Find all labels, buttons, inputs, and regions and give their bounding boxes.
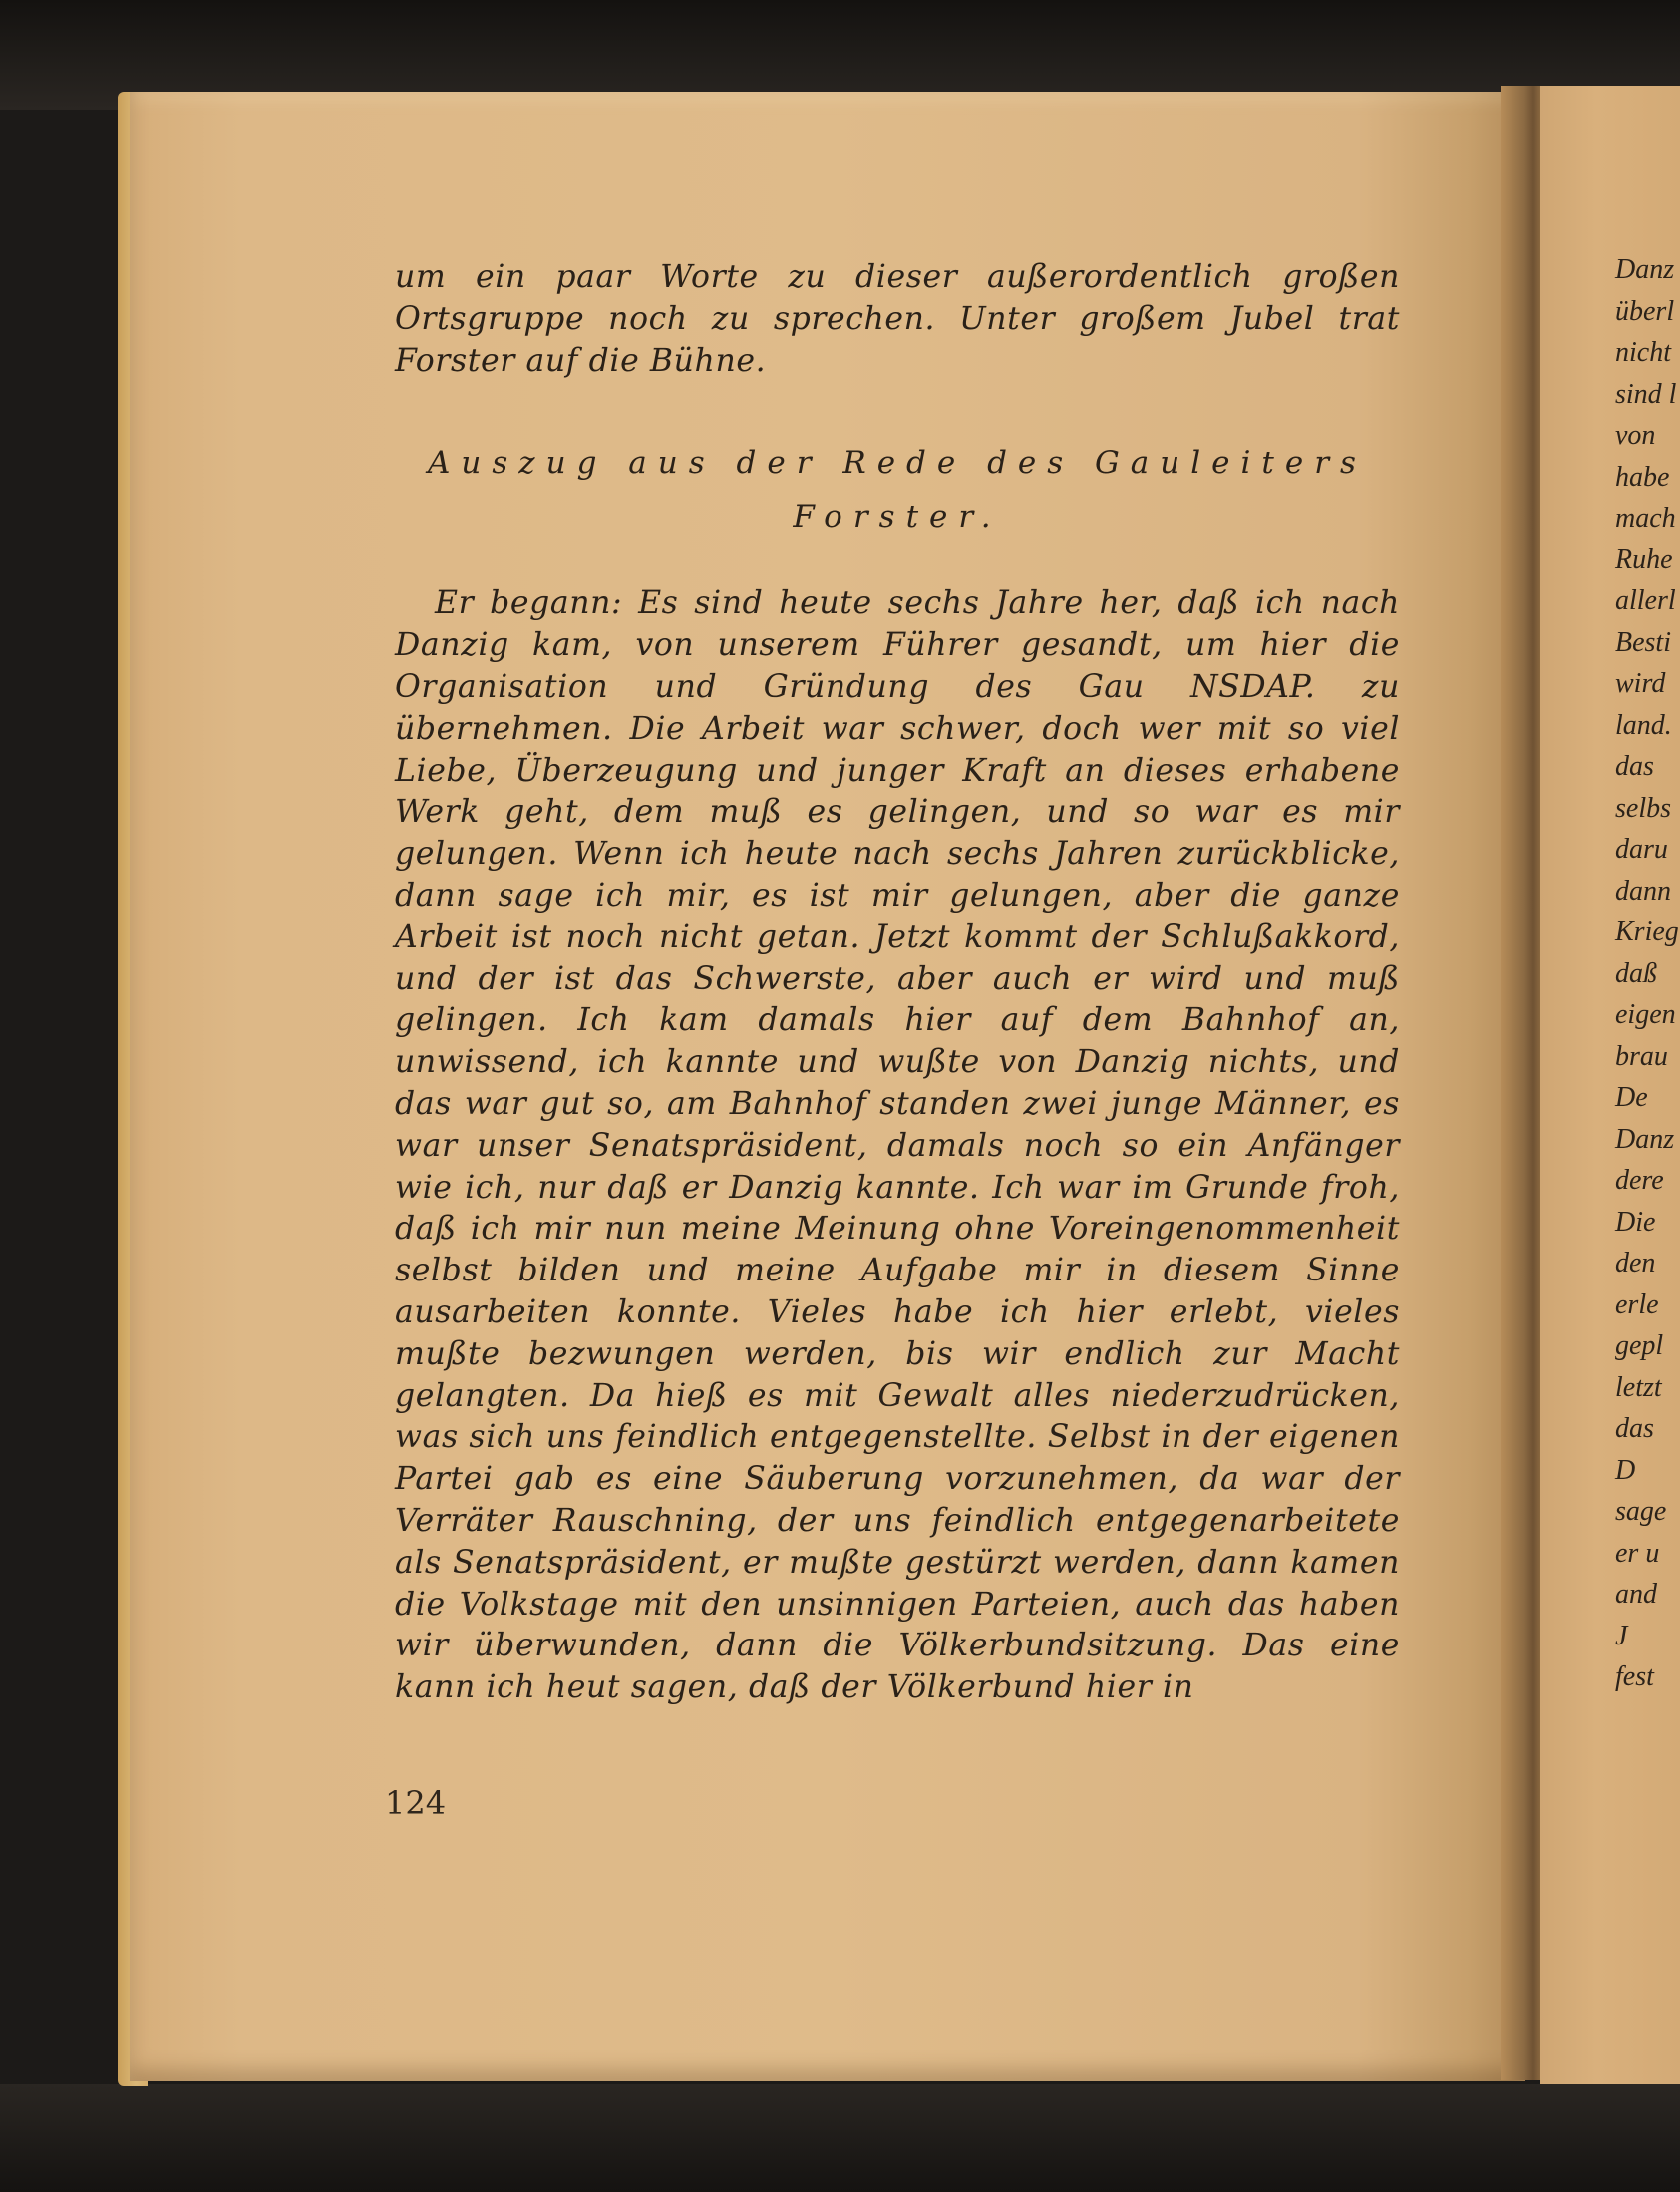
adjacent-page-fragment: dere: [1615, 1165, 1664, 1196]
adjacent-page-fragment: Danz: [1615, 1123, 1675, 1155]
adjacent-page-fragment: er u: [1615, 1537, 1660, 1569]
adjacent-page-fragment: De: [1615, 1082, 1648, 1113]
adjacent-page-fragment: land.: [1615, 709, 1672, 741]
adjacent-page-fragment: Besti: [1615, 626, 1671, 658]
section-heading-line-1: Auszug aus der Rede des Gauleiters: [428, 445, 1367, 482]
adjacent-page-fragment: mach: [1615, 503, 1676, 534]
adjacent-page-fragments: [1615, 249, 1680, 1698]
intro-paragraph: um ein paar Worte zu dieser außerordentlich großen Ortsgruppe noch zu sprechen. Unter großem Jubel trat Forster auf die Bühne.: [395, 259, 1400, 379]
adjacent-page-fragment: sage: [1615, 1496, 1667, 1527]
adjacent-page-fragment: das: [1615, 751, 1654, 782]
adjacent-page-fragment: daru: [1615, 834, 1668, 865]
adjacent-page-fragment: letzt: [1615, 1371, 1662, 1403]
adjacent-page-fragment: gepl: [1615, 1330, 1664, 1361]
adjacent-page-fragment: erle: [1615, 1288, 1659, 1320]
scan-background-bottom: [0, 2084, 1680, 2192]
adjacent-page-fragment: habe: [1615, 461, 1670, 493]
adjacent-page-fragment: wird: [1615, 668, 1666, 699]
adjacent-page-fragment: selbs: [1615, 792, 1671, 824]
section-heading-line-2: Forster.: [793, 499, 1002, 536]
adjacent-page-fragment: D: [1615, 1454, 1636, 1486]
adjacent-page-fragment: and: [1615, 1579, 1657, 1610]
adjacent-page-fragment: Danz: [1615, 254, 1675, 285]
adjacent-page-fragment: überl: [1615, 295, 1675, 327]
adjacent-page-fragment: von: [1615, 420, 1656, 451]
adjacent-page-fragment: das: [1615, 1413, 1654, 1444]
adjacent-page-fragment: daß: [1615, 957, 1657, 989]
adjacent-page-fragment: Krieg: [1615, 916, 1679, 947]
adjacent-page-fragment: sind l: [1615, 378, 1677, 410]
adjacent-page-fragment: den: [1615, 1248, 1656, 1279]
page-number: 124: [385, 1784, 447, 1822]
adjacent-page-fragment: eigen: [1615, 999, 1676, 1030]
adjacent-page-fragment: nicht: [1615, 337, 1671, 368]
speech-paragraph: Er begann: Es sind heute sechs Jahre her, daß ich nach Danzig kam, von unserem Führer gesandt, um hier die Organisation und Gründung des Gau NSDAP. zu übernehmen. Die Arbeit war schwer, doch wer mit so viel Liebe, Überzeugung und junger Kraft an dieses erhabene Werk geht, dem muß es gelingen, und so war es mir gelungen. Wenn ich heute nach sechs Jahren zurückblicke, dann sage ich mir, es ist mir gelungen, aber die ganze Arbeit ist noch nicht getan. Jetzt kommt der Schlußakkord, und der ist das Schwerste, aber auch er wird und muß gelingen. Ich kam damals hier auf dem Bahnhof an, unwissend, ich kannte und wußte von Danzig nichts, und das war gut so, am Bahnhof standen zwei junge Männer, es war unser Senatspräsident, damals noch so ein Anfänger wie ich, nur daß er Danzig kannte. Ich war im Grunde froh, daß ich mir nun meine Meinung ohne Voreingenommenheit selbst bilden und meine Aufgabe mir in diesem Sinne ausarbeiten konnte. Vieles habe ich hier erlebt, vieles mußte bezwungen werden, bis wir endlich zur Macht gelangten. Da hieß es mit Gewalt alles niederzudrücken, was sich uns feindlich entgegenstellte. Selbst in der eigenen Partei gab es eine Säuberung vorzunehmen, da war der Verräter Rauschning, der uns feindlich entgegenarbeitete als Senatspräsident, er mußte gestürzt werden, dann kamen die Volkstage mit den unsinnigen Parteien, auch das haben wir überwunden, dann die Völkerbundsitzung. Das eine kann ich heut sagen, daß der Völkerbund hier in: [395, 585, 1400, 1706]
adjacent-page-fragment: J: [1615, 1620, 1628, 1651]
adjacent-page-fragment: Ruhe: [1615, 544, 1673, 575]
section-heading: [395, 436, 1400, 544]
adjacent-page-fragment: Die: [1615, 1206, 1656, 1238]
adjacent-page-fragment: brau: [1615, 1040, 1668, 1072]
adjacent-page-fragment: allerl: [1615, 585, 1676, 616]
adjacent-page-fragment: fest: [1615, 1661, 1654, 1692]
page-text-block: [395, 257, 1400, 1709]
adjacent-page-fragment: dann: [1615, 875, 1671, 907]
